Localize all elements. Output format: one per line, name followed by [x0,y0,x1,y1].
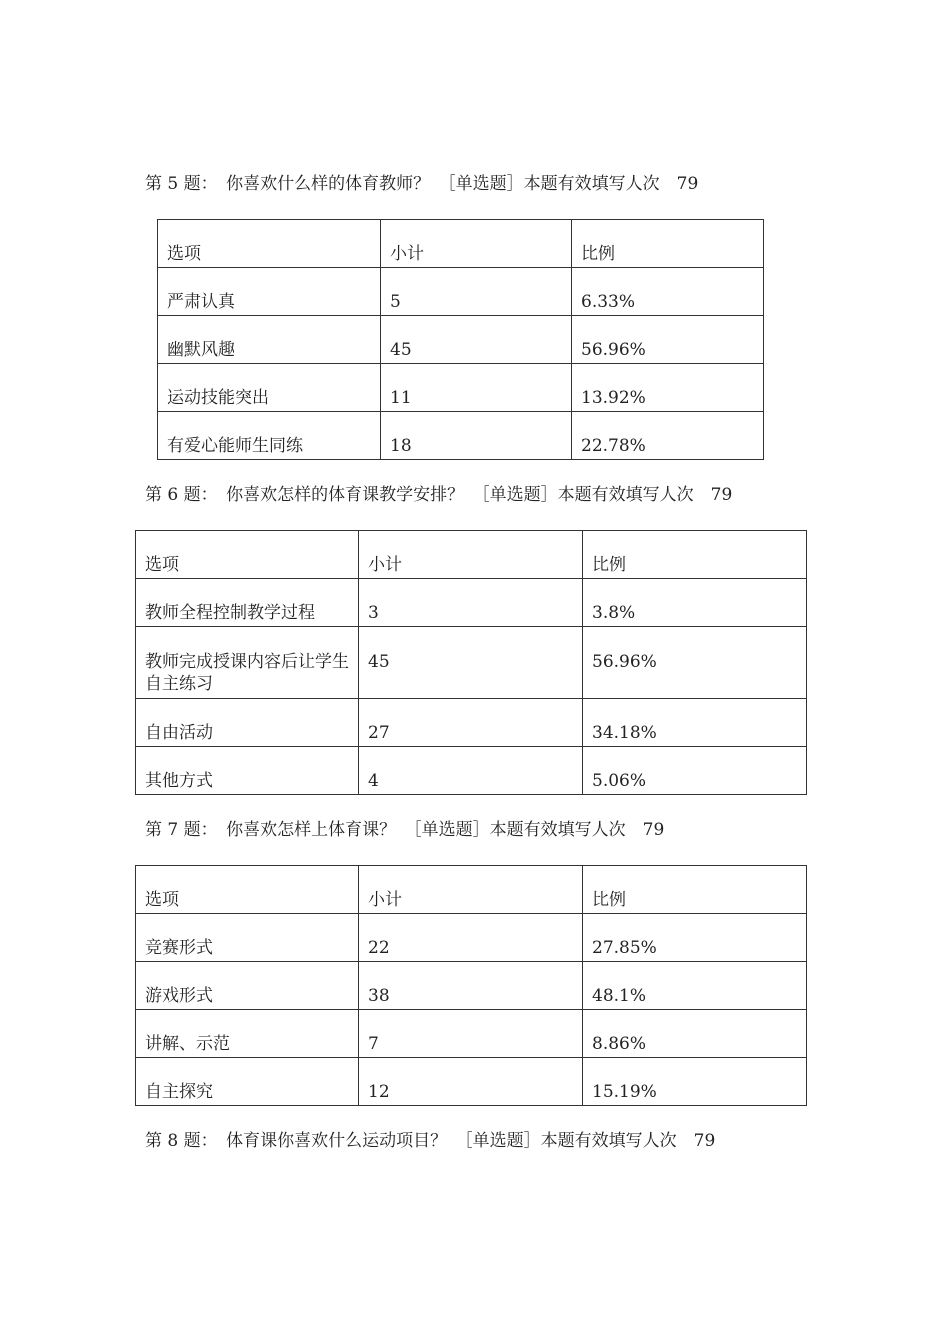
table-row [136,627,807,699]
table-row [158,412,764,460]
table-row [136,914,807,962]
ratio-cell: 6.33% [572,268,764,316]
question-7-title: 第 7 题： 你喜欢怎样上体育课？ ［单选题］本题有效填写人次 79 [145,820,665,840]
count-cell: 45 [381,316,572,364]
ratio-cell: 5.06% [583,747,807,795]
count-cell: 27 [359,699,583,747]
table-row [136,1058,807,1106]
table-header-row [136,866,807,914]
question-5-table [157,219,764,460]
option-cell: 有爱心能师生同练 [158,412,381,460]
header-option: 选项 [158,220,381,268]
table-row [136,1010,807,1058]
count-cell: 45 [359,627,583,699]
ratio-cell: 22.78% [572,412,764,460]
ratio-cell: 34.18% [583,699,807,747]
option-cell: 教师全程控制教学过程 [136,579,359,627]
question-8-title: 第 8 题： 体育课你喜欢什么运动项目？ ［单选题］本题有效填写人次 79 [145,1131,716,1151]
ratio-cell: 27.85% [583,914,807,962]
option-cell: 运动技能突出 [158,364,381,412]
option-cell: 自由活动 [136,699,359,747]
option-cell: 严肃认真 [158,268,381,316]
count-cell: 4 [359,747,583,795]
table-row [158,316,764,364]
question-7-table [135,865,807,1106]
ratio-cell: 13.92% [572,364,764,412]
ratio-cell: 56.96% [583,627,807,699]
option-cell: 自主探究 [136,1058,359,1106]
header-ratio: 比例 [572,220,764,268]
ratio-cell: 15.19% [583,1058,807,1106]
question-6-title: 第 6 题： 你喜欢怎样的体育课教学安排？ ［单选题］本题有效填写人次 79 [145,485,733,505]
table-row [136,579,807,627]
header-option: 选项 [136,866,359,914]
table-row [158,268,764,316]
count-cell: 7 [359,1010,583,1058]
header-count: 小计 [359,531,583,579]
ratio-cell: 8.86% [583,1010,807,1058]
count-cell: 22 [359,914,583,962]
table-row [136,962,807,1010]
table-header-row [136,531,807,579]
count-cell: 3 [359,579,583,627]
count-cell: 5 [381,268,572,316]
header-ratio: 比例 [583,531,807,579]
count-cell: 11 [381,364,572,412]
header-ratio: 比例 [583,866,807,914]
question-6-table [135,530,807,795]
table-row [136,699,807,747]
table-row [136,747,807,795]
table-header-row [158,220,764,268]
ratio-cell: 56.96% [572,316,764,364]
option-cell: 竞赛形式 [136,914,359,962]
header-count: 小计 [381,220,572,268]
header-option: 选项 [136,531,359,579]
count-cell: 38 [359,962,583,1010]
option-cell: 游戏形式 [136,962,359,1010]
option-cell: 教师完成授课内容后让学生自主练习 [136,627,359,699]
option-cell: 幽默风趣 [158,316,381,364]
header-count: 小计 [359,866,583,914]
count-cell: 18 [381,412,572,460]
question-5-title: 第 5 题： 你喜欢什么样的体育教师？ ［单选题］本题有效填写人次 79 [145,174,699,194]
table-row [158,364,764,412]
count-cell: 12 [359,1058,583,1106]
ratio-cell: 3.8% [583,579,807,627]
option-cell: 其他方式 [136,747,359,795]
ratio-cell: 48.1% [583,962,807,1010]
option-cell: 讲解、示范 [136,1010,359,1058]
